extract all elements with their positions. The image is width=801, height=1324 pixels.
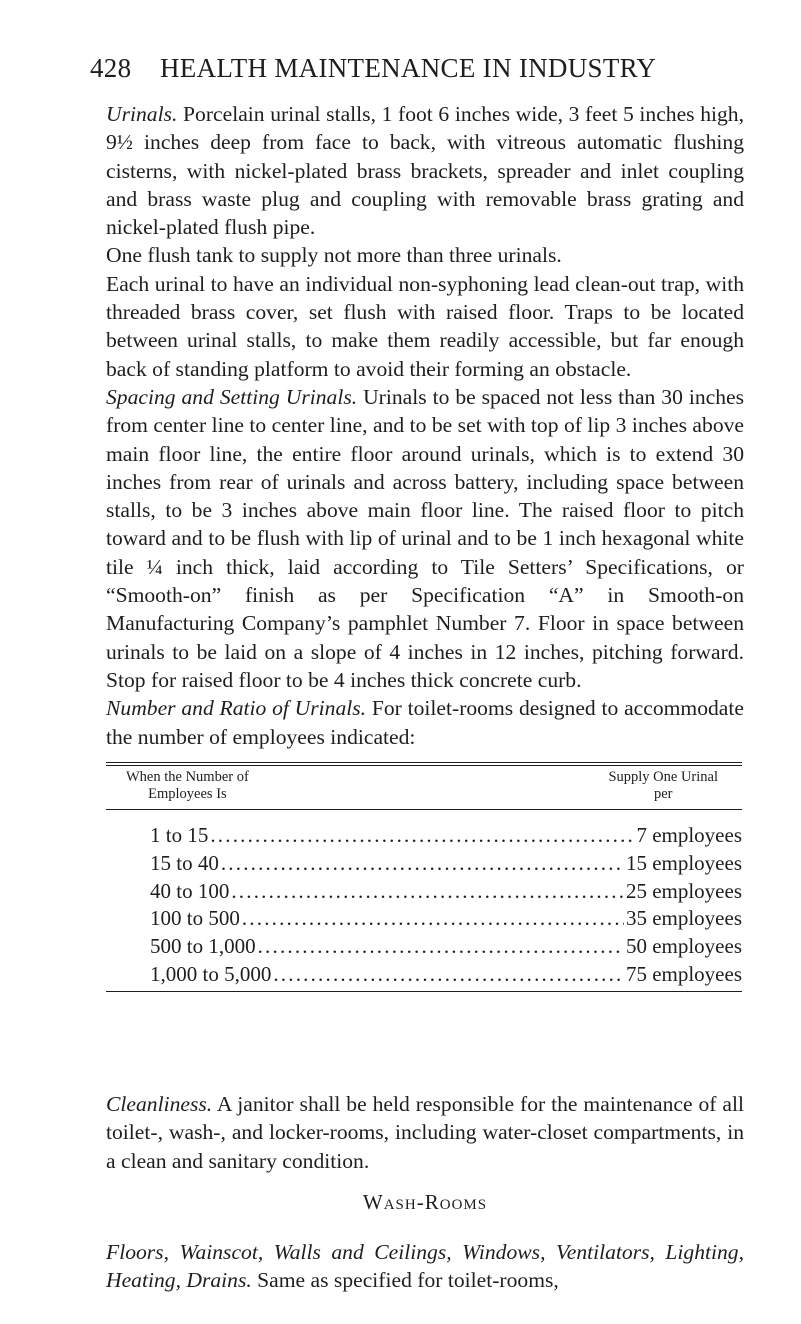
body-text-bottom (106, 1238, 744, 1295)
body-text-cleanliness (106, 1090, 744, 1175)
table-row (106, 961, 742, 989)
paragraph-text: Same as specified for toilet-rooms, (251, 1268, 559, 1293)
paragraph-text: For toilet-rooms designed to accommodate the number of employees indicated: (106, 696, 744, 749)
paragraph-flush-tank (106, 241, 744, 269)
supply-per: 15 employees (625, 850, 742, 875)
table-row (106, 850, 742, 878)
paragraph-text: One flush tank to supply not more than three urinals. (106, 243, 562, 268)
paragraph-lead: Spacing and Setting Urinals. (106, 384, 358, 409)
col-header-employees (126, 769, 249, 803)
paragraph-text: Porcelain urinal stalls, 1 foot 6 inches wide, 3 feet 5 inches high, 9½ inches deep from face to back, with vitreous automatic flushing cisterns, with nickel-plated brass brackets, spreader and inlet coupling and brass waste plug and coupling with removable brass grating and nickel-plated flush pipe. (106, 102, 744, 240)
paragraph-lead: Floors, Wainscot, Walls and Ceilings, Windows, Ventilators, Lighting, Heating, Drains. (106, 1240, 744, 1293)
col-header-line: When the Number of (126, 769, 249, 785)
table-row (106, 933, 742, 961)
employee-range: 15 to 40 (150, 850, 219, 875)
col-header-line: per (653, 786, 673, 802)
paragraph-lead: Urinals. (106, 102, 178, 126)
col-header-line: Supply One Urinal (608, 769, 718, 785)
paragraph-number-ratio (106, 694, 744, 751)
leader-dots (273, 961, 624, 989)
table-row (106, 822, 742, 850)
paragraph-lead: Cleanliness. (106, 1092, 213, 1116)
employee-range: 100 to 500 (150, 906, 240, 931)
running-header (90, 48, 750, 88)
leader-dots (210, 822, 634, 850)
paragraph-text: Urinals to be spaced not less than 30 inches from center line to center line, and to be set with top of lip 3 inches above main floor line, the entire floor around urinals, which is to extend 30 inches from rear of urinals and across battery, including space between stalls, to be 3 inches above main floor line. The raised floor to pitch toward and to be flush with lip of urinal and to be 1 inch hexagonal white tile ¼ inch thick, laid according to Tile Setters’ Specifications, or “Smooth-on” finish as per Specification “A” in Smooth-on Manufacturing Company’s pamphlet Number 7. Floor in space between urinals to be laid on a slope of 4 inches in 12 inches, pitching forward. Stop for raised floor to be 4 inches thick concrete curb. (106, 384, 744, 692)
table-bottom-rule (106, 991, 742, 992)
leader-dots (221, 850, 624, 878)
urinal-ratio-table (106, 762, 742, 992)
paragraph-urinals (106, 100, 744, 241)
employee-range: 1 to 15 (150, 823, 209, 847)
paragraph-text: A janitor shall be held responsible for the maintenance of all toilet-, wash-, and locker-rooms, including water-closet compartments, in a clean and sanitary condition. (106, 1092, 744, 1173)
leader-dots (231, 878, 624, 906)
paragraph-clean-out-trap (106, 270, 744, 383)
paragraph-lead: Number and Ratio of Urinals. (106, 696, 367, 721)
employee-range: 40 to 100 (150, 878, 230, 903)
table-row (106, 878, 742, 906)
paragraph-wash-rooms (106, 1238, 744, 1295)
supply-per: 75 employees (625, 961, 742, 986)
col-header-supply (608, 769, 718, 803)
section-heading-wash-rooms: Wash-Rooms (362, 1190, 488, 1214)
running-title: HEALTH MAINTENANCE IN INDUSTRY (160, 53, 657, 83)
table-header (106, 766, 742, 809)
table-row (106, 905, 742, 933)
supply-per: 35 employees (625, 906, 742, 931)
leader-dots (258, 933, 624, 961)
paragraph-spacing-setting (106, 383, 744, 694)
employee-range: 500 to 1,000 (150, 934, 256, 959)
supply-per: 25 employees (625, 878, 742, 903)
page-number: 428 (90, 53, 132, 83)
paragraph-text: Each urinal to have an individual non-syphoning lead clean-out trap, with threaded brass cover, set flush with raised floor. Traps to be located between urinal stalls, to make them readily accessible, but far enough back of standing platform to avoid their forming an obstacle. (106, 271, 744, 381)
paragraph-cleanliness (106, 1090, 744, 1175)
leader-dots (242, 905, 624, 933)
body-text-top (106, 100, 744, 751)
col-header-line: Employees Is (148, 786, 227, 802)
supply-per: 50 employees (625, 934, 742, 959)
employee-range: 1,000 to 5,000 (150, 961, 272, 986)
supply-per: 7 employees (636, 823, 742, 847)
table-body (106, 810, 742, 991)
